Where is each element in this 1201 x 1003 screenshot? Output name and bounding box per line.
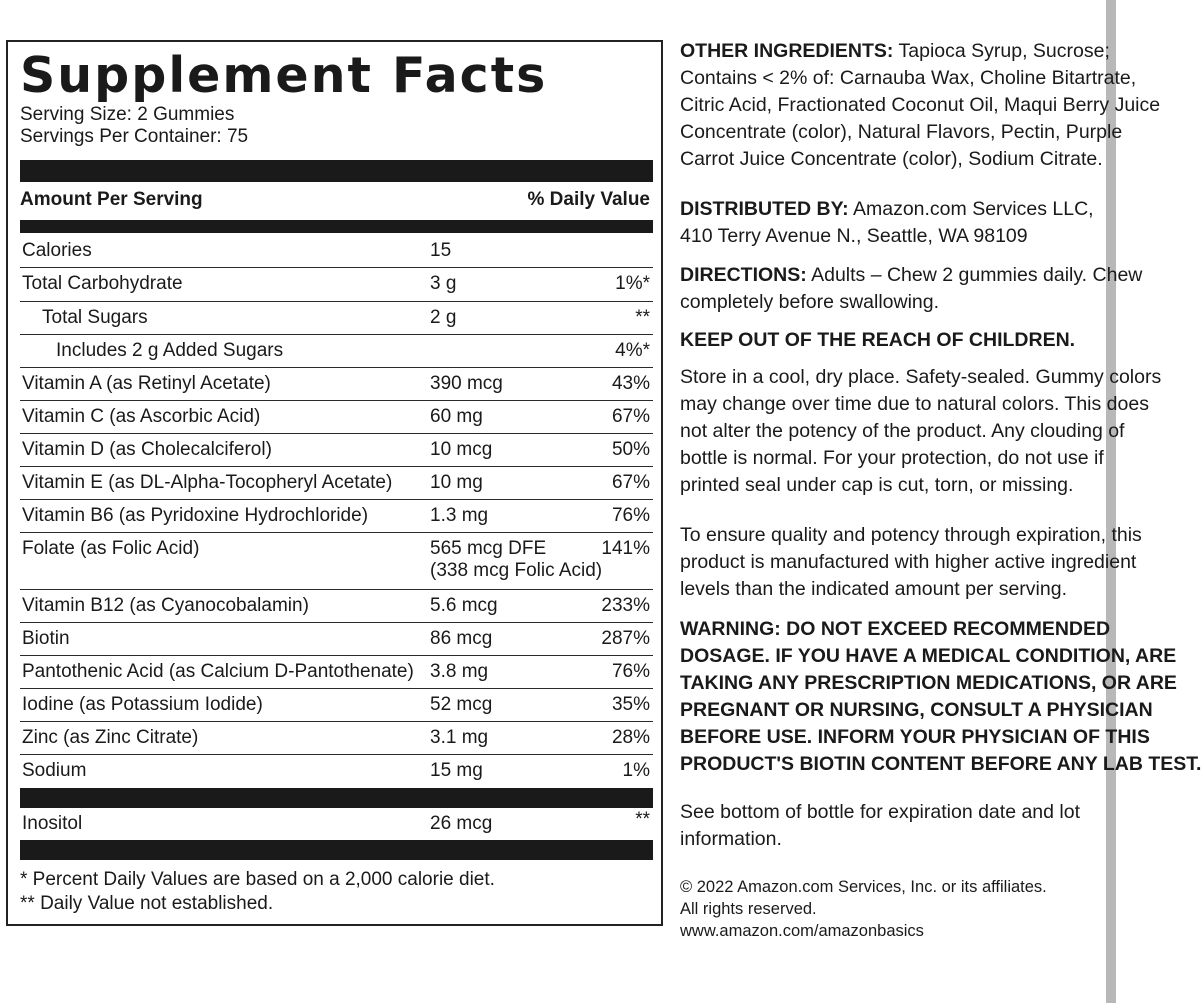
row-divider [20,589,653,590]
row-divider [20,301,653,302]
other-divider [20,788,653,808]
row-divider [20,532,653,533]
amazon-basics-url: www.amazon.com/amazonbasics [680,922,924,940]
warning-text: WARNING: DO NOT EXCEED RECOMMENDED DOSAGE. IF YOU HAVE A MEDICAL CONDITION, ARE TAKING ANY PRESCRIPTION MEDICATIONS, OR ARE PREGNANT OR NURSING, CONSULT A PHYSICIAN BEFORE USE. INFORM YOUR PHYSICIAN OF THIS PRODUCT'S BIOTIN CONTENT BEFORE ANY LAB TEST. [680,618,1201,775]
nutrient-name: Iodine (as Potassium Iodide) [22,694,263,715]
nutrient-name: Biotin [22,628,70,649]
nutrient-amount: 10 mcg [430,439,493,460]
row-divider [20,655,653,656]
row-divider [20,334,653,335]
nutrient-name: Sodium [22,760,87,781]
row-divider [20,400,653,401]
nutrient-amount: 60 mg [430,406,483,427]
nutrient-daily-value: 76% [611,661,650,682]
daily-value-header: % Daily Value [527,189,650,210]
nutrient-amount: 15 mg [430,760,483,781]
row-divider [20,433,653,434]
row-divider [20,466,653,467]
nutrient-daily-value: 1% [622,760,650,781]
row-divider [20,721,653,722]
nutrient-name: Zinc (as Zinc Citrate) [22,727,199,748]
nutrient-amount-detail: (338 mcg Folic Acid) [430,560,603,581]
header-divider [20,220,653,233]
nutrient-name: Vitamin A (as Retinyl Acetate) [22,373,271,394]
other-ingredients-label: OTHER INGREDIENTS: [680,40,894,62]
footnote-dv-not-established: ** Daily Value not established. [20,893,274,914]
nutrient-amount: 2 g [430,307,457,328]
other-dv: ** [635,809,650,830]
nutrient-name: Vitamin D (as Cholecalciferol) [22,439,272,460]
other-ingredients: OTHER INGREDIENTS: Tapioca Syrup, Sucrose; Contains < 2% of: Carnauba Wax, Choline Bitartrate, Citric Acid, Fractionated Coconut Oil, Maqui Berry Juice Concentrate (color), Natural Flavors, Pectin, Purple Carrot Juice Concentrate (color), Sodium Citrate. [680,40,1161,170]
nutrient-amount: 5.6 mcg [430,595,498,616]
row-divider [20,688,653,689]
nutrient-amount: 86 mcg [430,628,493,649]
quality-text: To ensure quality and potency through expiration, this product is manufactured with higher active ingredient levels than the indicated amount per serving. [680,524,1142,600]
amount-per-serving-header: Amount Per Serving [20,189,203,210]
nutrient-name: Total Carbohydrate [22,273,183,294]
row-divider [20,499,653,500]
nutrient-amount: 565 mcg DFE [430,538,547,559]
nutrient-amount: 10 mg [430,472,483,493]
keep-out-warning: KEEP OUT OF THE REACH OF CHILDREN. [680,329,1076,351]
copyright-text: © 2022 Amazon.com Services, Inc. or its affiliates. All rights reserved. www.amazon.com/amazonbasics [680,878,1047,940]
other-amount: 26 mcg [430,813,493,834]
storage-text: Store in a cool, dry place. Safety-sealed. Gummy colors may change over time due to natural colors. This does not alter the potency of the product. Any clouding of bottle is normal. For your protection, do not use if printed seal under cap is cut, torn, or missing. [680,366,1162,496]
nutrient-name: Pantothenic Acid (as Calcium D-Pantothenate) [22,661,414,682]
nutrient-daily-value: 1%* [615,273,650,294]
nutrient-daily-value: 67% [611,472,650,493]
nutrient-name: Total Sugars [42,307,148,328]
nutrient-name: Vitamin B6 (as Pyridoxine Hydrochloride) [22,505,369,526]
nutrient-daily-value: 43% [611,373,650,394]
nutrient-amount: 390 mcg [430,373,503,394]
footnote-percent-dv: * Percent Daily Values are based on a 2,000 calorie diet. [20,869,495,890]
nutrient-name: Folate (as Folic Acid) [22,538,200,559]
nutrient-daily-value: 67% [611,406,650,427]
other-name: Inositol [22,813,83,834]
nutrient-amount: 3.1 mg [430,727,489,748]
distributed-label: DISTRIBUTED BY: [680,198,849,220]
facts-title: Supplement Facts [20,47,548,104]
row-divider [20,267,653,268]
nutrient-amount: 15 [430,240,452,261]
nutrient-daily-value: 28% [611,727,650,748]
nutrient-name: Includes 2 g Added Sugars [56,340,284,361]
nutrient-amount: 52 mcg [430,694,493,715]
thick-divider [20,160,653,182]
nutrient-daily-value: 35% [611,694,650,715]
nutrient-daily-value: 4%* [615,340,650,361]
nutrient-name: Vitamin B12 (as Cyanocobalamin) [22,595,309,616]
row-divider [20,754,653,755]
nutrient-amount: 3 g [430,273,457,294]
directions-label: DIRECTIONS: [680,264,807,286]
nutrient-name: Vitamin C (as Ascorbic Acid) [22,406,261,427]
nutrient-daily-value: 50% [611,439,650,460]
nutrient-daily-value: 233% [601,595,650,616]
expiration-text: See bottom of bottle for expiration date and lot information. [680,801,1081,850]
servings-per-container: Servings Per Container: 75 [20,126,249,147]
distributed-by: DISTRIBUTED BY: Amazon.com Services LLC, 410 Terry Avenue N., Seattle, WA 98109 [680,198,1094,247]
supplement-facts-panel [6,40,663,926]
nutrient-name: Vitamin E (as DL-Alpha-Tocopheryl Acetate) [22,472,393,493]
nutrient-daily-value: 76% [611,505,650,526]
serving-size: Serving Size: 2 Gummies [20,104,235,125]
nutrient-amount: 1.3 mg [430,505,489,526]
directions: DIRECTIONS: Adults – Chew 2 gummies daily. Chew completely before swallowing. [680,264,1143,313]
nutrient-amount: 3.8 mg [430,661,489,682]
nutrient-daily-value: 141% [601,538,650,559]
nutrient-name: Calories [22,240,92,261]
row-divider [20,367,653,368]
nutrient-daily-value: ** [635,307,650,328]
row-divider [20,622,653,623]
nutrient-daily-value: 287% [601,628,650,649]
footer-divider [20,840,653,860]
